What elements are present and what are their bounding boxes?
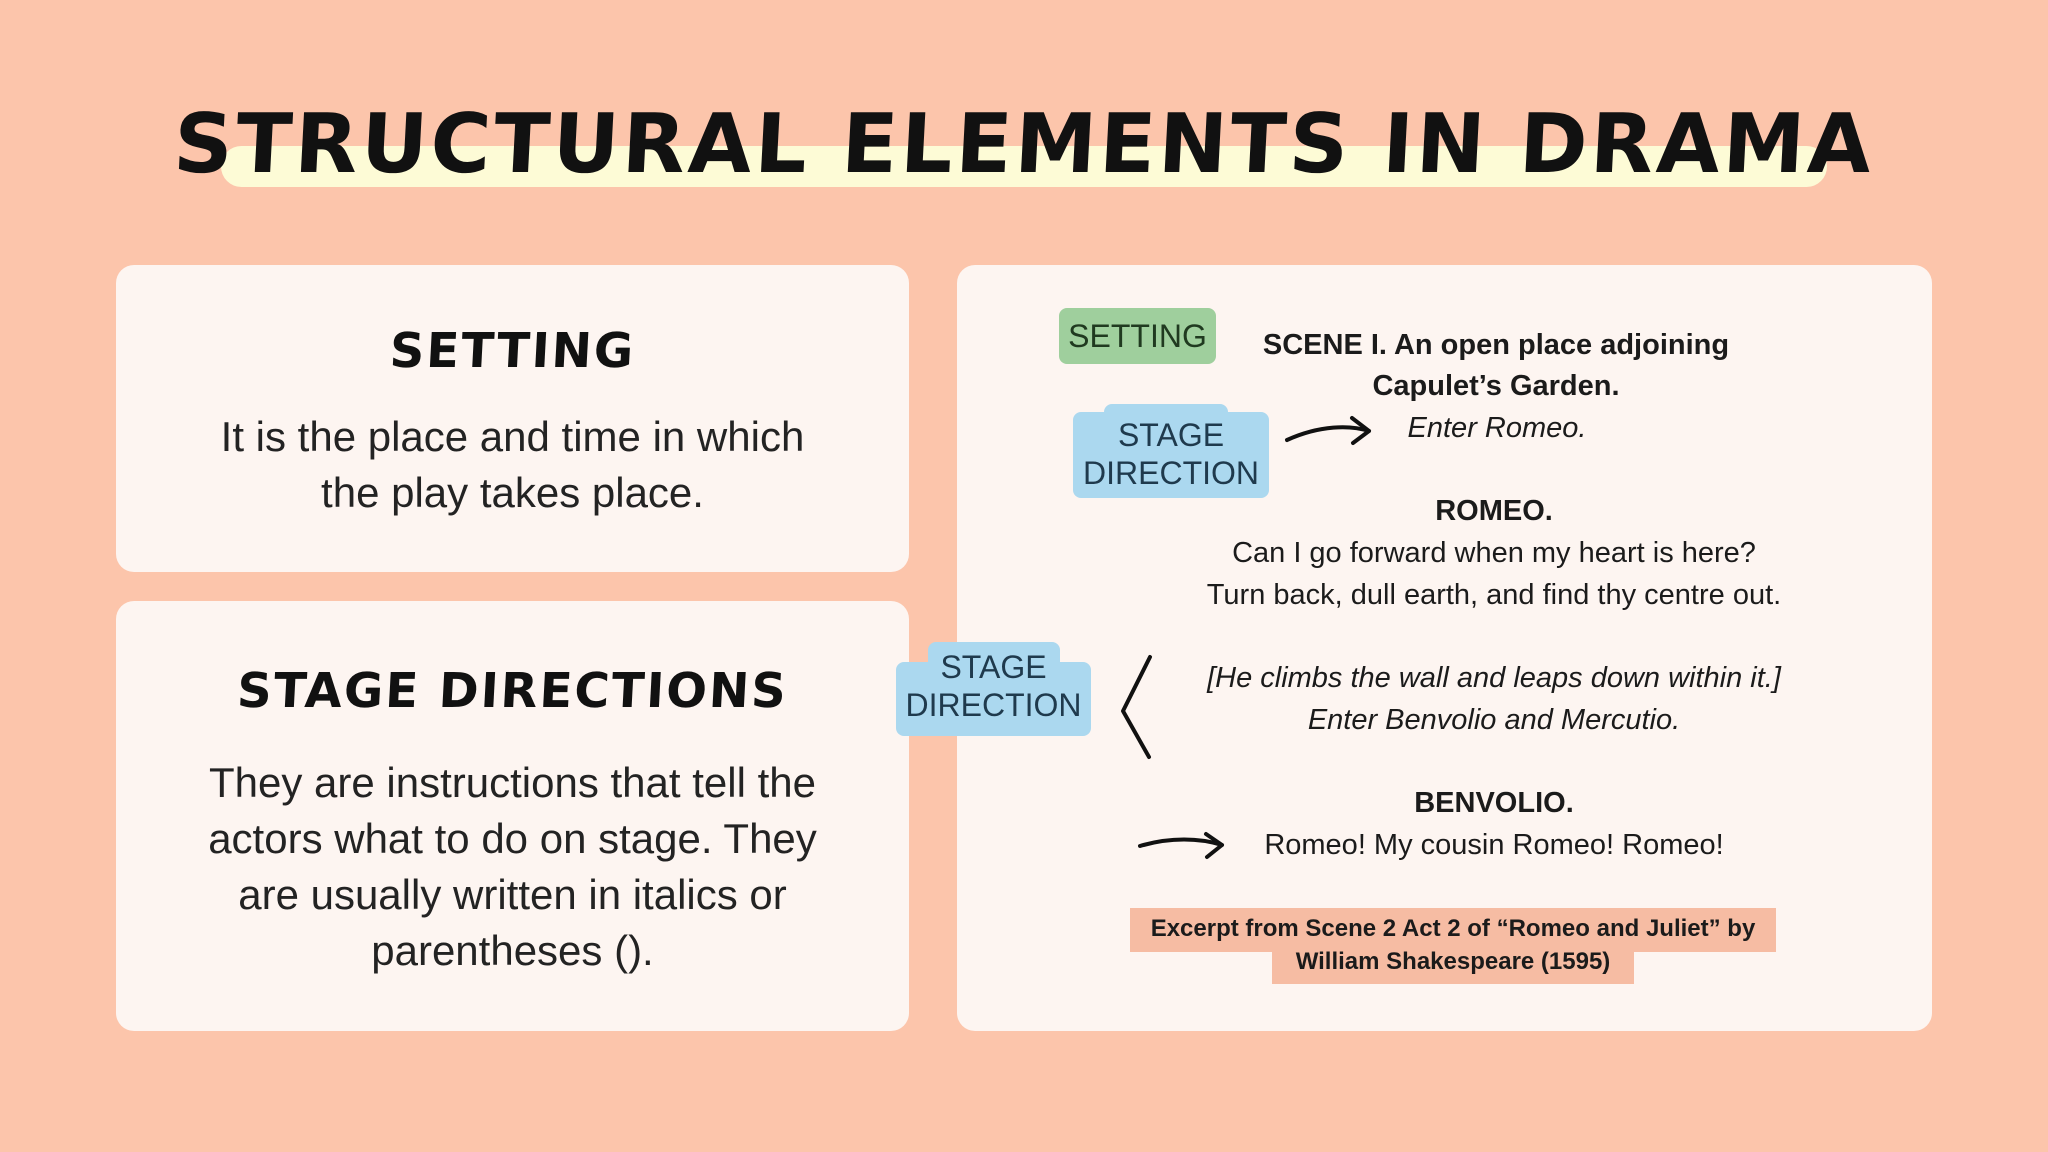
stage-directions-line: are usually written in italics or xyxy=(238,871,787,918)
stage-directions-heading: STAGE DIRECTIONS xyxy=(235,663,790,719)
speaker-name: BENVOLIO. xyxy=(1414,787,1574,819)
setting-heading: SETTING xyxy=(388,323,637,379)
stage-direction-tag-line: DIRECTION xyxy=(905,687,1082,723)
stage-directions-line: They are instructions that tell the xyxy=(209,759,816,806)
setting-definition-line: the play takes place. xyxy=(321,469,704,516)
dialogue-line: Can I go forward when my heart is here? xyxy=(1232,537,1756,569)
citation-line: William Shakespeare (1595) xyxy=(1295,948,1611,975)
setting-tag: SETTING xyxy=(1059,308,1216,364)
stage-directions-line: parentheses (). xyxy=(371,927,654,974)
dialogue-line: Romeo! My cousin Romeo! Romeo! xyxy=(1264,829,1724,861)
speaker-name: ROMEO. xyxy=(1435,495,1553,527)
stage-direction-tag-line: DIRECTION xyxy=(1083,455,1259,491)
dialogue-line: Turn back, dull earth, and find thy centre out. xyxy=(1206,579,1782,611)
arrow-right-icon xyxy=(1287,418,1369,443)
page-title: STRUCTURAL ELEMENTS IN DRAMA xyxy=(171,97,1877,192)
stage-directions-line: actors what to do on stage. They xyxy=(208,815,817,862)
setting-definition-line: It is the place and time in which xyxy=(220,413,805,460)
stage-direction-text: [He climbs the wall and leaps down within it.] xyxy=(1207,662,1781,694)
citation-line: Excerpt from Scene 2 Act 2 of “Romeo and Juliet” by xyxy=(1150,915,1756,942)
stage-direction-tag-line: STAGE xyxy=(940,649,1047,685)
stage-direction-tag-line: STAGE xyxy=(1117,417,1225,453)
arrow-right-icon xyxy=(1140,834,1222,857)
stage-direction-text: Enter Benvolio and Mercutio. xyxy=(1307,704,1681,736)
bracket-left-icon xyxy=(1123,657,1150,757)
scene-heading: Capulet’s Garden. xyxy=(1372,370,1620,402)
stage-direction-text: Enter Romeo. xyxy=(1407,412,1587,444)
scene-heading: SCENE I. An open place adjoining xyxy=(1262,329,1730,361)
